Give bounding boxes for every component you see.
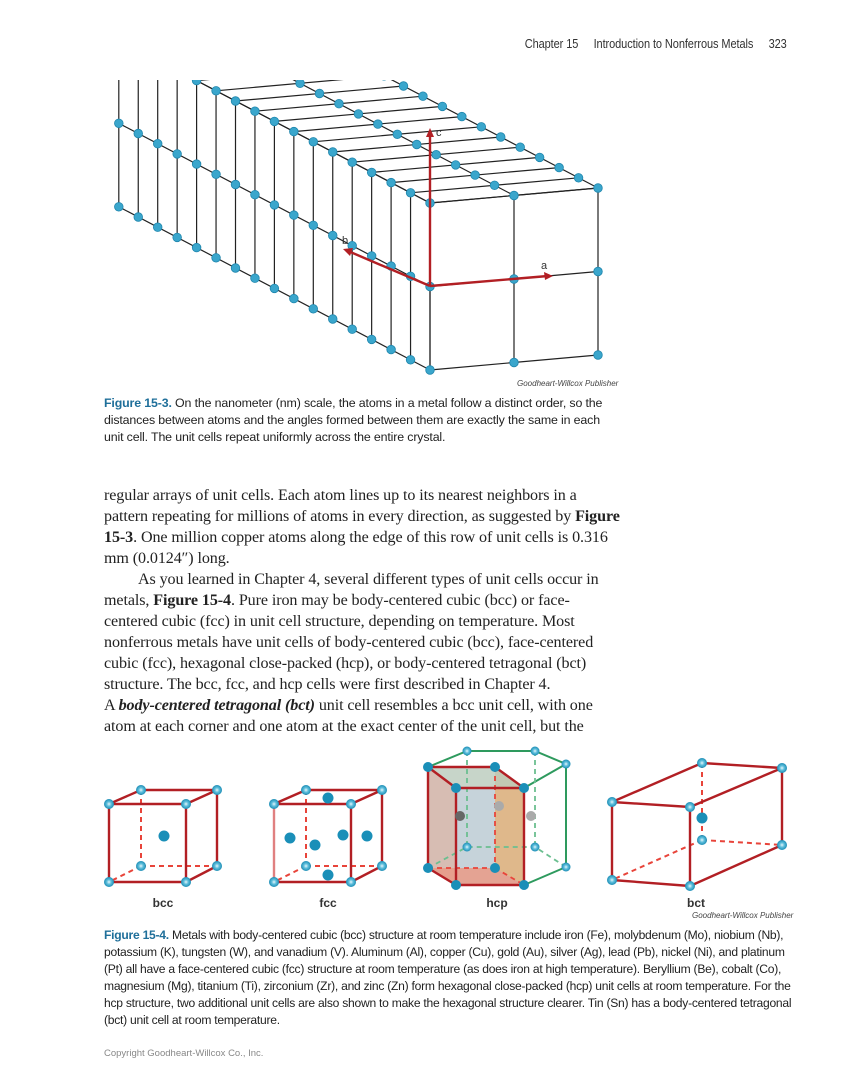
figure-15-4-unit-cells <box>100 738 800 918</box>
figure-15-4-caption <box>104 927 794 1029</box>
bct-label: bct <box>687 896 705 910</box>
figure-15-3-credit: Goodheart-Willcox Publisher <box>517 379 619 388</box>
bct-cell <box>607 758 787 891</box>
page-number: 323 <box>768 37 787 51</box>
figure-15-3-caption <box>104 395 614 446</box>
figure-15-3-label: Figure 15-3. <box>104 396 172 410</box>
figure-15-4-label: Figure 15-4. <box>104 928 169 942</box>
figure-15-4-caption-text: Metals with body-centered cubic (bcc) structure at room temperature include iron (Fe), molybdenum (Mo), niobium (Nb), potassium (K), tungsten (W), and vanadium (V). Aluminum (Al), copper (Cu), gold (Au), silver (Ag), lead (Pb), nickel (Ni), and platinum (Pt) all have a face-centered cubic (fcc) structure at room temperature (as does iron at high temperature). Beryllium (Be), cobalt (Co), magnesium (Mg), titanium (Ti), zirconium (Zr), and zinc (Zn) form hexagonal close-packed (hcp) unit cells at room temperature. For the hcp structure, two additional unit cells are also shown to make the hexagonal structure clearer. Tin (Sn) has a body-centered tetragonal (bct) unit cell at room temperature. <box>104 928 792 1027</box>
running-head <box>513 37 787 51</box>
chapter-title: Introduction to Nonferrous Metals <box>593 37 754 51</box>
chapter-number: Chapter 15 <box>525 37 579 51</box>
copyright-footer: Copyright Goodheart-Willcox Co., Inc. <box>104 1048 264 1059</box>
figure-15-4-credit: Goodheart-Willcox Publisher <box>692 911 794 920</box>
axis-label-c: c <box>436 127 442 139</box>
axis-label-a: a <box>541 260 548 272</box>
figure-ref-15-3: Figure 15-3 <box>104 508 620 546</box>
paragraph-1: regular arrays of unit cells. Each atom lines up to its nearest neighbors in a pattern repeating for millions of atoms in every direction, as suggested by Figure 15-3. One million copper atoms along the edge of this row of unit cells is 0.316 mm (0.0124″) long. <box>104 487 620 567</box>
hcp-label: hcp <box>486 896 508 910</box>
hcp-cell <box>423 747 571 891</box>
paragraph-2: As you learned in Chapter 4, several different types of unit cells occur in metals, Figure 15-4. Pure iron may be body-centered cubic (bcc) or face-centered cubic (fcc) in unit cell structure, depending on temperature. Most nonferrous metals have unit cells of body-centered cubic (bcc), face-centered cubic (fcc), hexagonal close-packed (hcp), or body-centered tetragonal (bct) structure. The bcc, fcc, and hcp cells were first described in Chapter 4. <box>104 571 599 693</box>
figure-15-3-caption-text: On the nanometer (nm) scale, the atoms in a metal follow a distinct order, so the distances between atoms and the angles formed between them are exactly the same in each unit cell. The unit cells repeat uniformly across the entire crystal. <box>104 396 603 444</box>
body-text <box>104 485 620 737</box>
key-term-bct: body-centered tetragonal (bct) <box>118 697 315 714</box>
paragraph-3: A body-centered tetragonal (bct) unit cell resembles a bcc unit cell, with one atom at each corner and one atom at the exact center of the unit cell, but the <box>104 697 593 735</box>
bcc-label: bcc <box>152 896 174 910</box>
figure-15-3-lattice <box>100 80 620 380</box>
axis-label-b: b <box>342 235 349 247</box>
fcc-label: fcc <box>319 896 337 910</box>
bcc-cell <box>104 785 222 887</box>
fcc-cell <box>269 785 387 887</box>
figure-ref-15-4: Figure 15-4 <box>153 592 231 609</box>
